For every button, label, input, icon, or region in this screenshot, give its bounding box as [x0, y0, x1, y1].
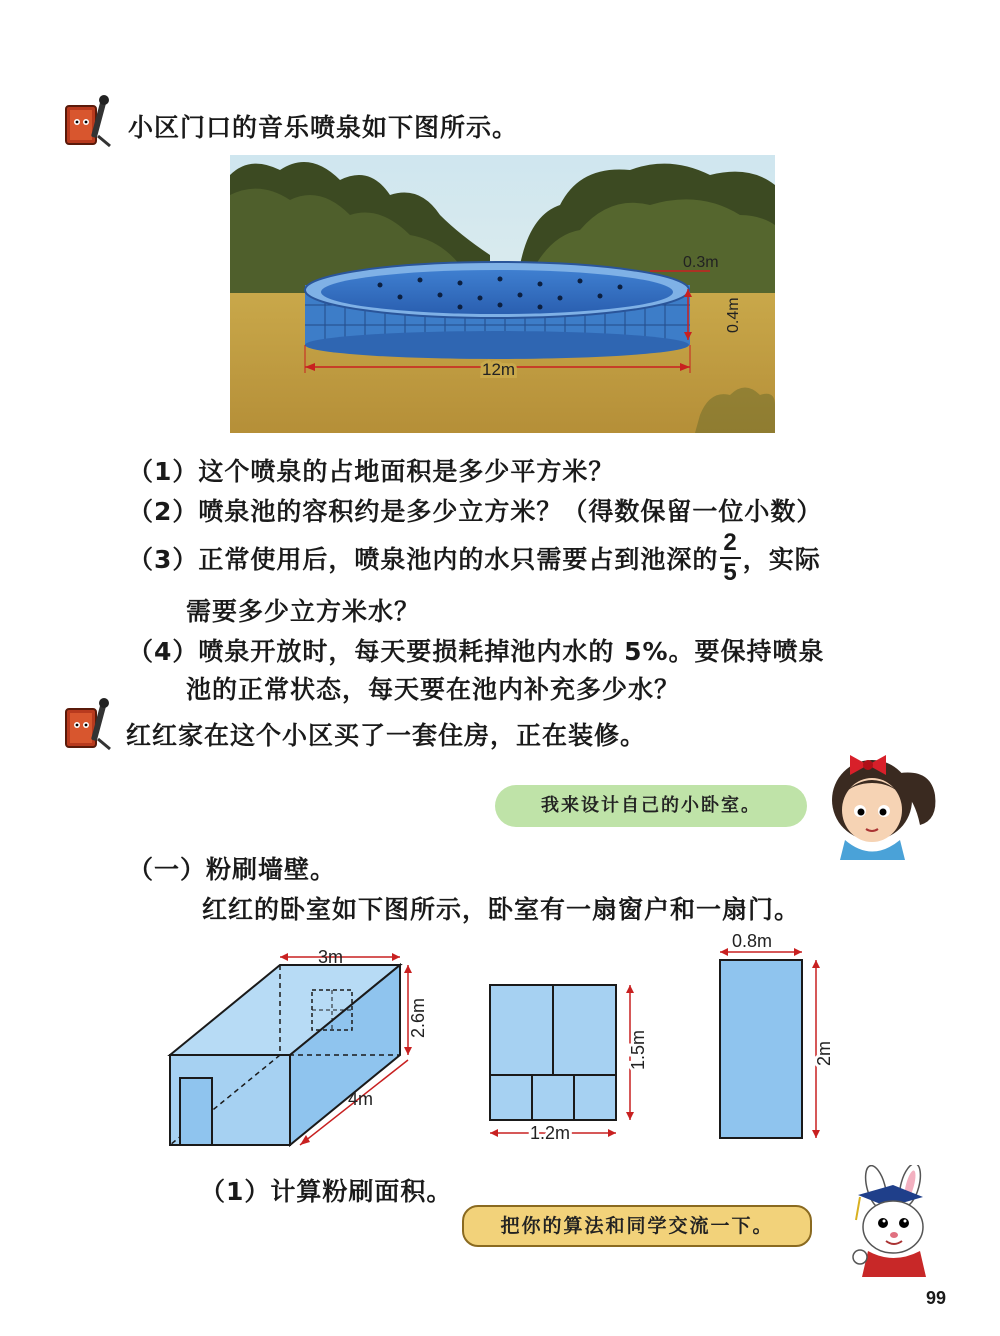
section-one-number: （一）: [128, 855, 207, 884]
door-width-label: 0.8m: [732, 931, 773, 951]
question-3-text: 正常使用后，喷泉池内的水只需要占到池深的: [198, 545, 719, 574]
rim-width-label: 0.3m: [683, 254, 719, 271]
window-figure: [480, 975, 650, 1145]
girl-character-icon: [820, 745, 940, 860]
door-figure: [710, 930, 840, 1145]
question-2-text: 喷泉池的容积约是多少立方米？（得数保留一位小数）: [198, 497, 823, 526]
fraction-numerator: 2: [720, 531, 740, 559]
diameter-label: 12m: [482, 360, 516, 379]
room-figure: [160, 940, 430, 1150]
sub-question-number: （1）: [200, 1177, 271, 1206]
question-1-text: 这个喷泉的占地面积是多少平方米？: [198, 457, 615, 486]
room-depth-label: 4m: [348, 1089, 374, 1109]
question-2-number: （2）: [128, 497, 199, 526]
fountain-figure: [230, 155, 775, 433]
question-3-line2: 需要多少立方米水？: [186, 597, 421, 626]
rabbit-character-icon: [838, 1165, 943, 1280]
rabbit-speech-bubble: 把你的算法和同学交流一下。: [462, 1205, 812, 1247]
problem-book-icon: [60, 92, 120, 152]
question-2: [128, 492, 822, 528]
window-height-label: 1.5m: [628, 1029, 648, 1070]
question-3-number: （3）: [128, 545, 199, 574]
depth-label: 0.4m: [725, 297, 742, 333]
question-3: [128, 530, 821, 586]
room-length-label: 3m: [318, 947, 344, 967]
question-4-number: （4）: [128, 637, 199, 666]
room-height-label: 2.6m: [408, 997, 428, 1038]
problem1-intro: 小区门口的音乐喷泉如下图所示。: [128, 113, 519, 142]
section-one-title: 粉刷墙壁。: [206, 855, 337, 884]
question-4-line2: 池的正常状态，每天要在池内补充多少水？: [186, 675, 681, 704]
window-width-label: 1.2m: [530, 1123, 571, 1143]
question-1: [128, 452, 614, 488]
sub-question-text: 计算粉刷面积。: [270, 1177, 453, 1206]
question-3-text-after: ，实际: [742, 545, 821, 574]
question-1-number: （1）: [128, 457, 199, 486]
door-height-label: 2m: [814, 1040, 834, 1066]
fraction-denominator: 5: [723, 559, 738, 586]
girl-speech-bubble: 我来设计自己的小卧室。: [495, 785, 807, 827]
problem2-intro: 红红家在这个小区买了一套住房，正在装修。: [126, 721, 647, 750]
question-4-text: 喷泉开放时，每天要损耗掉池内水的 5%。要保持喷泉: [198, 637, 825, 666]
question-4: [128, 632, 825, 668]
section-one-desc: 红红的卧室如下图所示，卧室有一扇窗户和一扇门。: [202, 895, 801, 924]
sub-question-1: [200, 1172, 452, 1208]
section-one-heading: [128, 850, 336, 886]
page-number: 99: [926, 1288, 947, 1308]
fraction-two-fifths: [720, 531, 740, 585]
problem-book-icon: [60, 695, 120, 755]
